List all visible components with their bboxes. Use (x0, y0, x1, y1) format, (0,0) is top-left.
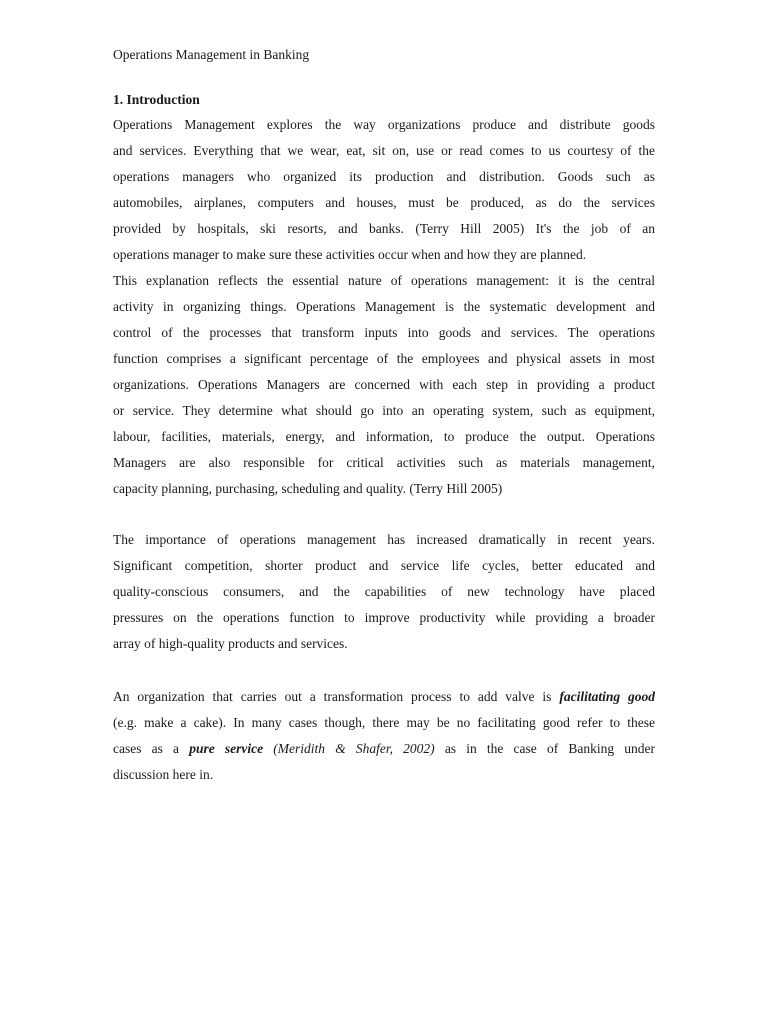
paragraph-2-line: function comprises a significant percentage of the employees and physical assets in most (113, 351, 655, 366)
paragraph-4-text: as in the case of Banking under (434, 741, 655, 756)
paragraph-3-line: quality-conscious consumers, and the capabilities of new technology have placed (113, 584, 655, 599)
paragraph-3-line: The importance of operations management has increased dramatically in recent years. (113, 532, 655, 547)
paragraph-2-line: or service. They determine what should go into an operating system, such as equipment, (113, 403, 655, 418)
paragraph-2-line: organizations. Operations Managers are concerned with each step in providing a product (113, 377, 655, 392)
paragraph-1-line: operations managers who organized its production and distribution. Goods such as (113, 169, 655, 184)
paragraph-2-line: Managers are also responsible for critical activities such as materials management, (113, 455, 655, 470)
paragraph-2-line: activity in organizing things. Operations Management is the systematic development and (113, 299, 655, 314)
paragraph-4-line (113, 688, 655, 706)
paragraph-1-line: and services. Everything that we wear, eat, sit on, use or read comes to us courtesy of the (113, 143, 655, 158)
paragraph-2-line: This explanation reflects the essential nature of operations management: it is the central (113, 273, 655, 288)
citation: (Meridith & Shafer, 2002) (273, 741, 435, 756)
paragraph-1-line: operations manager to make sure these activities occur when and how they are planned. (113, 247, 587, 262)
paragraph-4-text: An organization that carries out a transformation process to add valve is (113, 689, 560, 704)
paragraph-2-line: control of the processes that transform inputs into goods and services. The operations (113, 325, 655, 340)
section-heading: 1. Introduction (113, 92, 200, 107)
paragraph-4-text: cases as a (113, 741, 190, 756)
paragraph-4-line: discussion here in. (113, 767, 214, 782)
paragraph-2-line: capacity planning, purchasing, scheduling and quality. (Terry Hill 2005) (113, 481, 503, 496)
paragraph-1-line: automobiles, airplanes, computers and houses, must be produced, as do the services (113, 195, 655, 210)
paragraph-4-line: (e.g. make a cake). In many cases though, there may be no facilitating good refer to these (113, 715, 655, 730)
paragraph-1-line: Operations Management explores the way organizations produce and distribute goods (113, 117, 655, 132)
document-title: Operations Management in Banking (113, 47, 310, 62)
term-facilitating-good: facilitating good (559, 689, 656, 704)
paragraph-1-line: provided by hospitals, ski resorts, and banks. (Terry Hill 2005) It's the job of an (113, 221, 655, 236)
paragraph-3-line: array of high-quality products and services. (113, 636, 348, 651)
paragraph-4-line (113, 740, 655, 758)
paragraph-3-line: pressures on the operations function to improve productivity while providing a broader (113, 610, 655, 625)
paragraph-2-line: labour, facilities, materials, energy, and information, to produce the output. Operations (113, 429, 655, 444)
paragraph-3-line: Significant competition, shorter product and service life cycles, better educated and (113, 558, 655, 573)
term-pure-service: pure service (189, 741, 264, 756)
